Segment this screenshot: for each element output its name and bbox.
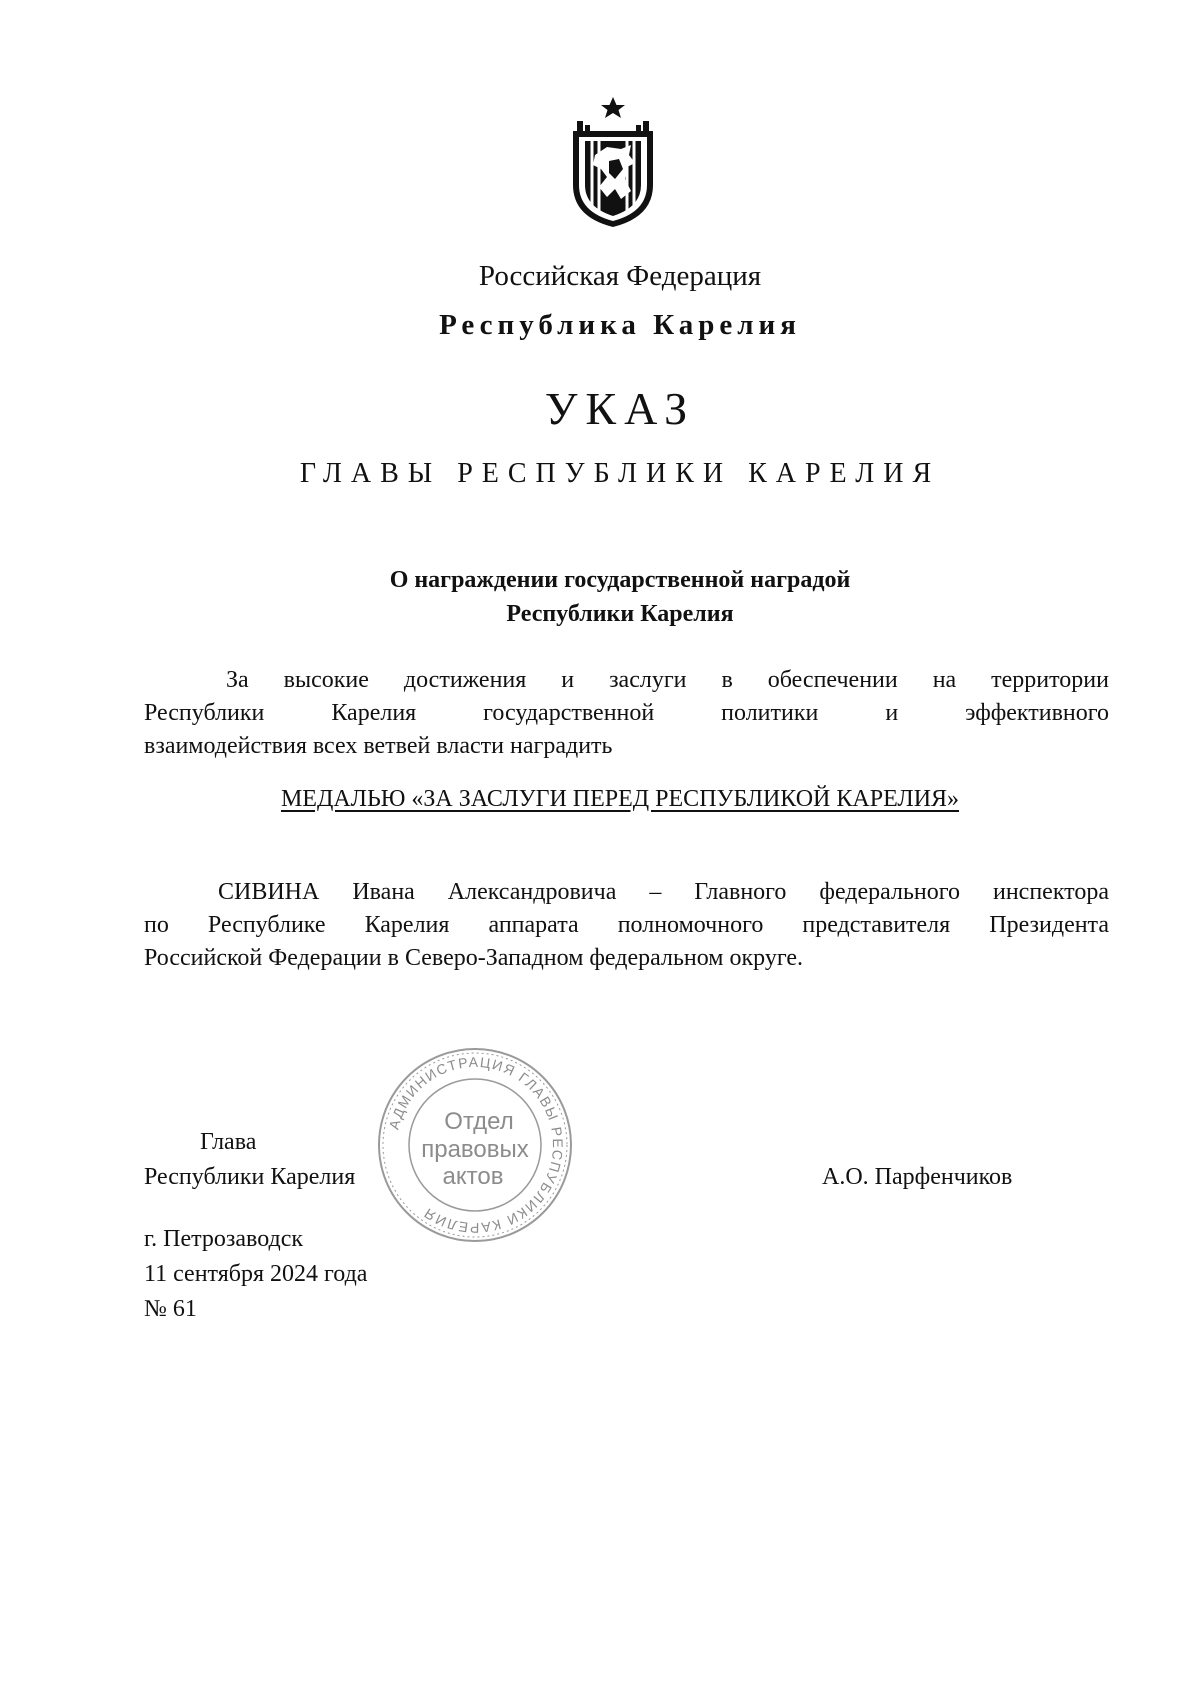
recipient-paragraph (144, 876, 1109, 975)
paragraph-line: Российской Федерации в Северо-Западном федеральном округе. (144, 945, 804, 971)
paragraph-line: СИВИНА Ивана Александровича – Главного федерального инспектора (218, 879, 1109, 905)
signatory-title: Глава (200, 1129, 257, 1155)
stamp-ring-text: АДМИНИСТРАЦИЯ ГЛАВЫ РЕСПУБЛИКИ КАРЕЛИЯ (385, 1053, 567, 1237)
document-date: 11 сентября 2024 года (144, 1261, 368, 1287)
document-details (144, 1222, 367, 1327)
republic-name: Республика Карелия (439, 309, 801, 341)
paragraph-line: Республики Карелия государственной политики и эффективного (144, 700, 1109, 726)
subject-line: Республики Карелия (506, 601, 734, 627)
stamp-text: актов (442, 1163, 504, 1190)
document-number: № 61 (144, 1296, 197, 1322)
paragraph-line: За высокие достижения и заслуги в обеспечении на территории (226, 667, 1109, 693)
stamp-text: Отдел (444, 1108, 514, 1135)
award-name: МЕДАЛЬЮ «ЗА ЗАСЛУГИ ПЕРЕД РЕСПУБЛИКОЙ КАРЕЛИЯ» (280, 786, 960, 812)
document-type: УКАЗ (544, 383, 696, 434)
federation-name: Российская Федерация (478, 260, 762, 292)
paragraph-line: по Республике Карелия аппарата полномочного представителя Президента (144, 912, 1109, 938)
legal-department-stamp (375, 1045, 575, 1245)
signatory-name: А.О. Парфенчиков (822, 1164, 1013, 1190)
issuer-title: ГЛАВЫ РЕСПУБЛИКИ КАРЕЛИЯ (299, 458, 941, 489)
decree-subject (0, 563, 1200, 631)
award-reason-paragraph (144, 664, 1109, 763)
stamp-text: правовых (421, 1136, 529, 1163)
karelia-coat-of-arms-icon (563, 95, 663, 229)
paragraph-line: взаимодействия всех ветвей власти наградить (144, 733, 613, 759)
signatory-title: Республики Карелия (144, 1164, 356, 1190)
document-city: г. Петрозаводск (144, 1226, 304, 1252)
subject-line: О награждении государственной наградой (389, 567, 851, 593)
